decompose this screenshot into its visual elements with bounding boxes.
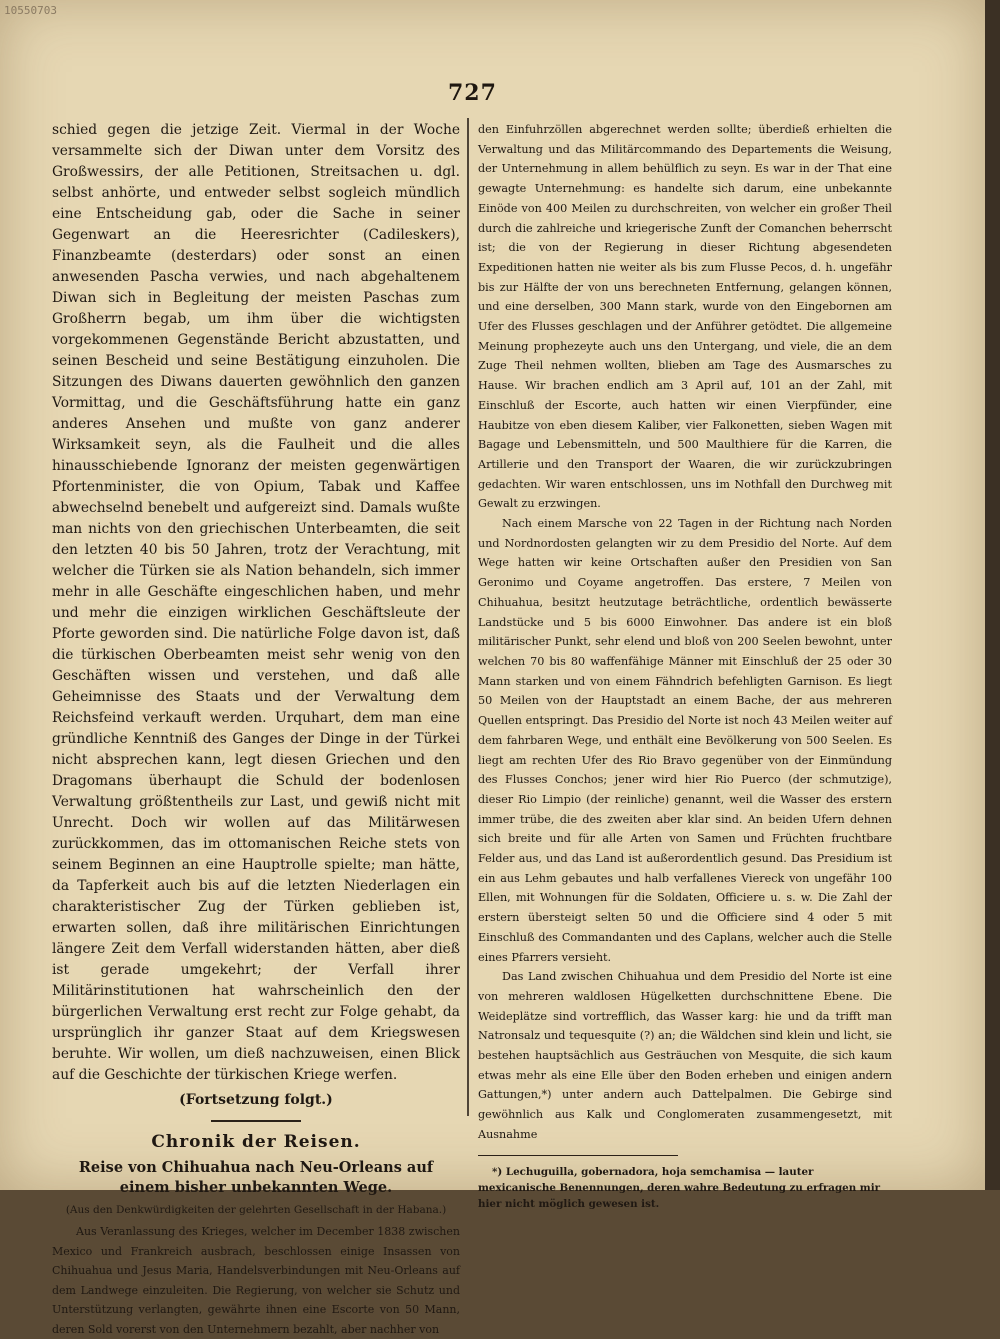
footnote: *) Lechuguilla, gobernadora, hoja semchamisa — lauter mexicanische Benennungen, deren wahre Bedeutung zu erfragen mir hier nicht möglich gewesen ist. bbox=[478, 1165, 881, 1210]
right-paragraph-3: Das Land zwischen Chihuahua und dem Presidio del Norte ist eine von mehreren waldlosen Hügelketten durchschnittene Ebene. Die Weideplätze sind vortrefflich, das Wasser karg: hie und da trifft man Natronsalz und tequesquite (?) an; die Wäldchen sind klein und licht, sie bestehen hauptsächlich aus Gesträuchen von Mesquite, die sich kaum etwas mehr als eine Elle über den Boden erheben und einigen andern Gattungen,*) unter andern auch Dattelpalmen. Die Gebirge sind gewöhnlich aus Kalk und Conglomeraten zusammengesetzt, mit Ausnahme bbox=[478, 970, 892, 1141]
article-title: Reise von Chihuahua nach Neu-Orleans auf einem bisher unbekannten Wege. bbox=[78, 1159, 434, 1196]
scan-edge bbox=[985, 0, 1000, 1190]
article-intro-paragraph: Aus Veranlassung des Krieges, welcher im December 1838 zwischen Mexico und Frankreich ausbrach, beschlossen einige Insassen von Chihuahua und Jesus Maria, Handelsverbindungen mit Neu-Orleans auf dem Landwege einzuleiten. Die Regierung, von welcher sie Schutz und Unterstützung verlangten, gewährte ihnen eine Escorte von 50 Mann, deren Sold vorerst von den Unternehmern bezahlt, aber nachher von bbox=[52, 1225, 460, 1336]
section-divider bbox=[211, 1120, 301, 1122]
continuation-note: (Fortsetzung folgt.) bbox=[179, 1092, 333, 1108]
right-paragraph-2: Nach einem Marsche von 22 Tagen in der Richtung nach Norden und Nordnordosten gelangten wir zu dem Presidio del Norte. Auf dem Wege hatten wir keine Ortschaften außer den Presidien von San Geronimo und Coyame angetroffen. Das erstere, 7 Meilen von Chihuahua, besitzt heutzutage beträchtliche, ordentlich bewässerte Landstücke und 5 bis 6000 Einwohner. Das andere ist ein bloß militärischer Punkt, sehr elend und bloß von 200 Seelen bewohnt, unter welchen 70 bis 80 waffenfähige Männer mit Einschluß der 25 oder 30 Mann starken und von einem Fähndrich befehligten Garnison. Es liegt 50 Meilen von der Hauptstadt an einem Bache, der aus mehreren Quellen entspringt. Das Presidio del Norte ist noch 43 Meilen weiter auf dem fahrbaren Wege, und enthält eine Bevölkerung von 500 Seelen. Es liegt am rechten Ufer des Rio Bravo gegenüber von der Einmündung des Flusses Conchos; jener wird hier Rio Puerco (der schmutzige), dieser Rio Limpio (der reinliche) genannt, weil die Wasser des erstern immer trübe, die des zweiten aber klar sind. An beiden Ufern dehnen sich breite und für alle Arten von Samen und Früchten fruchtbare Felder aus, und das Land ist außerordentlich gesund. Das Presidium ist ein aus Lehm gebautes und halb verfallenes Viereck von ungefähr 100 Ellen, mit Wohnungen für die Soldaten, Officiere u. s. w. Die Zahl der erstern übersteigt selten 50 und die Officiere sind 4 oder 5 mit Einschluß des Commandanten und des Caplans, welcher auch die Stelle eines Pfarrers versieht. bbox=[478, 517, 892, 964]
scan-tag: 10550703 bbox=[4, 4, 57, 17]
left-body-paragraph: schied gegen die jetzige Zeit. Viermal in der Woche versammelte sich der Diwan unter dem Vorsitz des Großwessirs, der alle Petitionen, Streitsachen u. dgl. selbst anhörte, und entweder selbst sogleich mündlich eine Entscheidung gab, oder die Sache in seiner Gegenwart an die Heeresrichter (Cadileskers), Finanzbeamte (desterdars) oder sonst an einen anwesenden Pascha verwies, und nach abgehaltenem Diwan sich in Begleitung der meisten Paschas zum Großherrn begab, um ihm über die wichtigsten vorgekommenen Gegenstände Bericht abzustatten, und seinen Bescheid und seine Bestätigung einzuholen. Die Sitzungen des Diwans dauerten gewöhnlich den ganzen Vormittag, und die Geschäftsführung hatte ein ganz anderes Ansehen und mußte von ganz anderer Wirksamkeit seyn, als die Faulheit und die alles hinausschiebende Ignoranz der meisten gegenwärtigen Pfortenminister, die von Opium, Tabak und Kaffee abwechselnd benebelt und aufgereizt sind. Damals wußte man nichts von den griechischen Unterbeamten, die seit den letzten 40 bis 50 Jahren, trotz der Verachtung, mit welcher die Türken sie als Nation behandeln, sich immer mehr in alle Geschäfte eingeschlichen haben, und mehr und mehr die einzigen wirklichen Geschäftsleute der Pforte geworden sind. Die natürliche Folge davon ist, daß die türkischen Oberbeamten meist sehr wenig von den Geschäften wissen und verstehen, und daß alle Geheimnisse des Staats und der Verwaltung dem Reichsfeind verkauft werden. Urquhart, dem man eine gründliche Kenntniß des Ganges der Dinge in der Türkei nicht absprechen kann, legt diesen Griechen und den Dragomans überhaupt die Schuld der bodenlosen Verwaltung größtentheils zur Last, und gewiß nicht mit Unrecht. Doch wir wollen auf das Militärwesen zurückkommen, das im ottomanischen Reiche stets von seinem Beginnen an eine Hauptrolle spielte; man hätte, da Tapferkeit auch bis auf die letzten Niederlagen ein charakteristischer Zug der Türken geblieben ist, erwarten sollen, daß ihre militärischen Einrichtungen längere Zeit dem Verfall widerstanden hätten, aber dieß ist gerade umgekehrt; der Verfall ihrer Militärinstitutionen hat wahrscheinlich den der bürgerlichen Verwaltung erst recht zur Folge gehabt, da ursprünglich ihr ganzer Staat auf dem Kriegswesen beruhte. Wir wollen, um dieß nachzuweisen, einen Blick auf die Geschichte der türkischen Kriege werfen. bbox=[52, 122, 460, 1083]
right-column bbox=[478, 120, 892, 1212]
footnote-rule bbox=[478, 1155, 678, 1156]
section-heading: Chronik der Reisen. bbox=[151, 1132, 361, 1152]
article-source: (Aus den Denkwürdigkeiten der gelehrten Gesellschaft in der Habana.) bbox=[65, 1204, 447, 1216]
left-column bbox=[52, 120, 460, 1339]
page-number: 727 bbox=[448, 80, 497, 106]
right-paragraph-1: den Einfuhrzöllen abgerechnet werden sollte; überdieß erhielten die Verwaltung und das Militärcommando des Departements die Weisung, der Unternehmung in allem behülflich zu seyn. Es war in der That eine gewagte Unternehmung: es handelte sich darum, eine unbekannte Einöde von 400 Meilen zu durchschreiten, von welcher ein großer Theil durch die zahlreiche und kriegerische Zunft der Comanchen beherrscht ist; die von der Regierung in dieser Richtung abgesendeten Expeditionen hatten nie weiter als bis zum Flusse Pecos, d. h. ungefähr bis zur Hälfte der von uns berechneten Entfernung, gelangen können, und eine derselben, 300 Mann stark, wurde von den Eingebornen am Ufer des Flusses geschlagen und der Anführer getödtet. Die allgemeine Meinung prophezeyte auch uns den Untergang, und viele, die an dem Zuge Theil nehmen wollten, blieben am Tage des Ausmarsches zu Hause. Wir brachen endlich am 3 April auf, 101 an der Zahl, mit Einschluß der Escorte, auch hatten wir einen Vierpfünder, eine Haubitze von eben diesem Kaliber, vier Falkonetten, sieben Wagen mit Bagage und Lebensmitteln, und 500 Maulthiere für die Karren, die Artillerie und den Transport der Waaren, die wir zurückzubringen gedachten. Wir waren entschlossen, uns im Nothfall den Durchweg mit Gewalt zu erzwingen. bbox=[478, 123, 892, 511]
column-rule bbox=[467, 118, 469, 1116]
